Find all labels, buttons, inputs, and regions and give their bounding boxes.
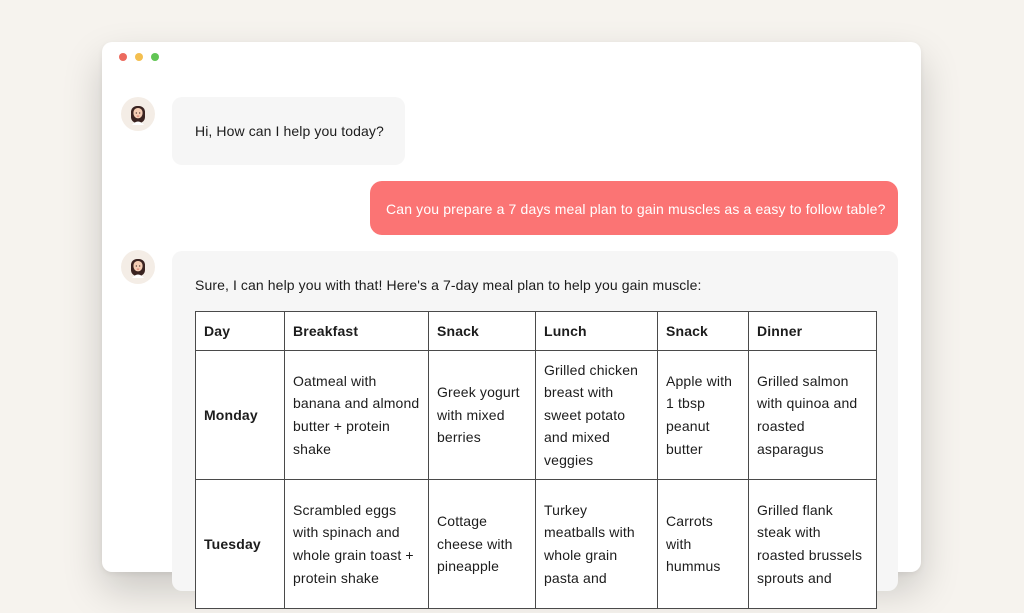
table-cell: Grilled salmon with quinoa and roasted asparagus: [749, 351, 877, 480]
table-cell: Carrots with hummus: [658, 480, 749, 609]
assistant-message-text: Sure, I can help you with that! Here's a 7-day meal plan to help you gain muscle:: [195, 277, 702, 293]
meal-plan-table: [195, 311, 877, 609]
column-header: Breakfast: [285, 312, 429, 351]
table-cell: Scrambled eggs with spinach and whole grain toast + protein shake: [285, 480, 429, 609]
assistant-message: [172, 251, 898, 591]
assistant-message: [172, 97, 405, 165]
column-header: Lunch: [536, 312, 658, 351]
table-cell: Grilled flank steak with roasted brussels sprouts and: [749, 480, 877, 609]
day-cell: Monday: [196, 351, 285, 480]
table-header-row: [196, 312, 877, 351]
day-cell: Tuesday: [196, 480, 285, 609]
table-row: [196, 480, 877, 609]
minimize-window-button[interactable]: [135, 53, 143, 61]
table-cell: Grilled chicken breast with sweet potato and mixed veggies: [536, 351, 658, 480]
column-header: Snack: [658, 312, 749, 351]
user-message-text: Can you prepare a 7 days meal plan to gain muscles as a easy to follow table?: [386, 201, 886, 217]
assistant-avatar-icon: [121, 97, 155, 131]
table-cell: Oatmeal with banana and almond butter + protein shake: [285, 351, 429, 480]
chat-window: [102, 42, 921, 586]
table-cell: Turkey meatballs with whole grain pasta and: [536, 480, 658, 609]
user-message: [370, 181, 898, 235]
table-cell: Cottage cheese with pineapple: [429, 480, 536, 609]
table-cell: Greek yogurt with mixed berries: [429, 351, 536, 480]
close-window-button[interactable]: [119, 53, 127, 61]
assistant-message-text: Hi, How can I help you today?: [195, 123, 384, 139]
maximize-window-button[interactable]: [151, 53, 159, 61]
column-header: Dinner: [749, 312, 877, 351]
assistant-avatar-icon: [121, 250, 155, 284]
column-header: Day: [196, 312, 285, 351]
table-cell: Apple with 1 tbsp peanut butter: [658, 351, 749, 480]
table-row: [196, 351, 877, 480]
column-header: Snack: [429, 312, 536, 351]
